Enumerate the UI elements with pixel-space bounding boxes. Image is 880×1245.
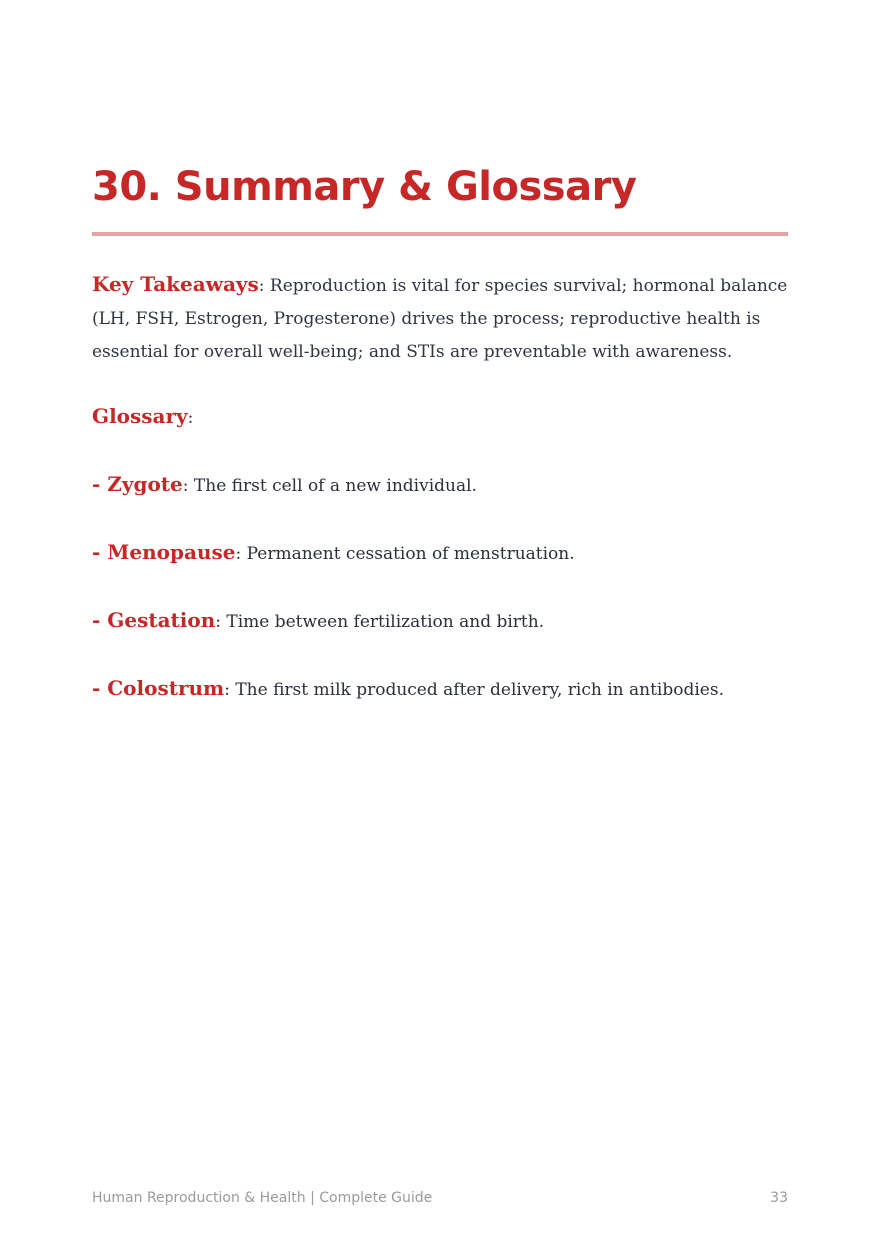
glossary-list: [92, 468, 788, 707]
glossary-term: - Menopause: [92, 540, 236, 564]
glossary-item-gestation: [92, 604, 788, 639]
page-footer: [92, 1190, 788, 1206]
page-title: 30. Summary & Glossary: [92, 164, 637, 210]
glossary-item-zygote: [92, 468, 788, 503]
footer-guide-title: Human Reproduction & Health | Complete Guide: [92, 1190, 433, 1206]
glossary-heading-colon: :: [187, 408, 194, 428]
glossary-term: - Zygote: [92, 472, 183, 496]
glossary-definition: : Permanent cessation of menstruation.: [235, 544, 575, 564]
glossary-definition: : Time between fertilization and birth.: [215, 612, 545, 632]
glossary-term: - Colostrum: [92, 676, 225, 700]
glossary-definition: : The first cell of a new individual.: [182, 476, 477, 496]
glossary-heading: [92, 400, 788, 435]
glossary-definition: : The first milk produced after delivery, rich in antibodies.: [224, 680, 724, 700]
page-number: 33: [770, 1190, 788, 1206]
glossary-label: Glossary: [92, 404, 188, 428]
content-body: [92, 268, 788, 707]
key-takeaways-paragraph: [92, 268, 788, 369]
key-takeaways-text: : Reproduction is vital for species survival; hormonal balance (LH, FSH, Estrogen, Progesterone) drives the process; reproductive health is essential for overall well-being; and STIs are preventable with awareness.: [92, 276, 788, 362]
key-takeaways-label: Key Takeaways: [92, 272, 259, 296]
glossary-item-menopause: [92, 536, 788, 571]
glossary-item-colostrum: [92, 672, 788, 707]
glossary-term: - Gestation: [92, 608, 216, 632]
title-divider: [92, 232, 788, 236]
